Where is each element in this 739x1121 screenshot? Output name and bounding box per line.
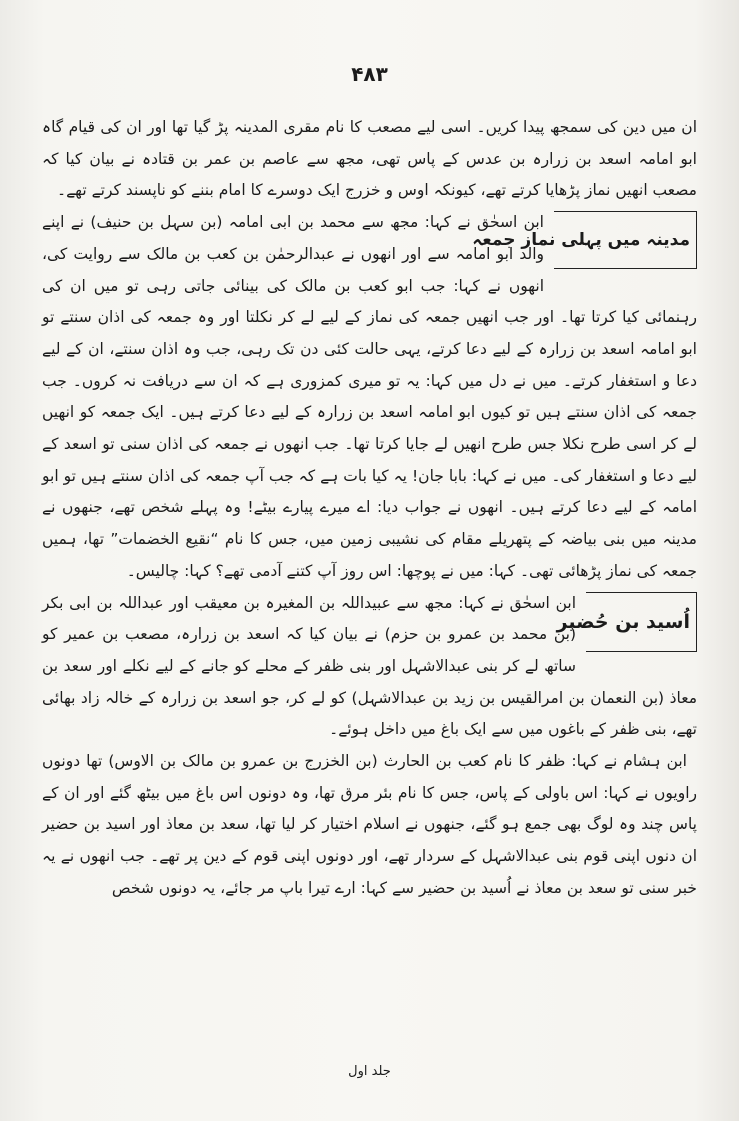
section-heading-first-jumuah: مدینہ میں پہلی نماز جمعہ — [554, 211, 697, 269]
section-heading-usaid: اُسید بن حُضیر — [586, 592, 697, 652]
paragraph-4: ابن ہشام نے کہا: ظفر کا نام کعب بن الحارث (بن الخزرج بن عمرو بن مالک بن الاوس) تھا دونوں راویوں نے کہا: اس باولی کے پاس، جس کا نام بئر مرق تھا، وہ دونوں اس باغ میں بیٹھ گئے اور ان کے پاس چند وہ لوگ بھی جمع ہو گئے، جنھوں نے اسلام اختیار کر لیا تھا، سعد بن معاذ اور اسید بن حضیر ان دنوں اپنی قوم بنی عبدالاشہل کے سردار تھے، اور دونوں اپنی قوم کے دین پر تھے۔ جب انھوں نے یہ خبر سنی تو سعد بن معاذ نے اُسید بن حضیر سے کہا: ارے تیرا باپ مر جائے، یہ دونوں شخص — [42, 752, 697, 897]
paragraph-3: ابن اسحٰق نے کہا: مجھ سے عبیداللہ بن المغیرہ بن معیقب اور عبداللہ بن ابی بکر (بن محمد بن عمرو بن حزم) نے بیان کیا کہ اسعد بن زرارہ، مصعب بن عمیر کو ساتھ لے کر بنی عبدالاشہل اور بنی ظفر کے محلے کو جانے کے لیے نکلے اور سعد بن معاذ (بن النعمان بن امرالقیس بن زید بن عبدالاشہل) کو لے کر، جو اسعد بن زرارہ کے خالہ زاد بھائی تھے، بنی ظفر کے باغوں میں سے ایک باغ میں داخل ہوئے۔ — [42, 593, 697, 739]
volume-footer: جلد اول — [348, 1064, 391, 1079]
paragraph-1: ان میں دین کی سمجھ پیدا کریں۔ اسی لیے مصعب کا نام مقری المدینہ پڑ گیا تھا اور ان کی قیام گاہ ابو امامہ اسعد بن زرارہ بن عدس کے پاس تھی، مجھ سے عاصم بن عمر بن قتادہ نے بیان کیا کہ مصعب انھیں نماز پڑھایا کرتے تھے، کیونکہ اوس و خزرج ایک دوسرے کا امام بننے کو ناپسند کرتے تھے۔ — [42, 118, 697, 200]
page-body — [42, 112, 697, 905]
page-number: ۴۸۳ — [351, 62, 388, 86]
paragraph-2: ابن اسحٰق نے کہا: مجھ سے محمد بن ابی امامہ (بن سہل بن حنیف) نے اپنے والد ابو امامہ سے اور انھوں نے عبدالرحمٰن بن کعب بن مالک سے روایت کی، انھوں نے کہا: جب ابو کعب بن مالک کی بینائی جاتی رہی تو میں ان کی رہنمائی کیا کرتا تھا۔ اور جب انھیں جمعہ کی نماز کے لیے لے کر نکلتا اور وہ جمعہ کی اذان سنتے تو ابو امامہ اسعد بن زرارہ کے لیے دعا کرتے، یہی حالت کئی دن تک رہی، جب وہ اذان سنتے، ان کے لیے دعا و استغفار کرتے۔ میں نے دل میں کہا: یہ تو میری کمزوری ہے کہ ان سے دریافت نہ کروں۔ جب جمعہ کی اذان سنتے ہیں تو کیوں ابو امامہ اسعد بن زرارہ کے لیے دعا کرتے ہیں۔ ایک جمعہ کو انھیں لے کر اسی طرح نکلا جس طرح انھیں لے جایا کرتا تھا۔ جب انھوں نے جمعہ کی اذان سنی تو اسعد کے لیے دعا و استغفار کی۔ میں نے کہا: بابا جان! یہ کیا بات ہے کہ جب آپ جمعہ کی اذان سنتے ہیں تو ابو امامہ کے لیے دعا کرتے ہیں۔ انھوں نے جواب دیا: اے میرے پیارے بیٹے! وہ پہلے شخص تھے، جنھوں نے مدینہ میں بنی بیاضہ کے پتھریلے مقام کی نشیبی زمین میں، جس کا نام “نقیع الخضمات” تھا، ہمیں جمعہ کی نماز پڑھائی تھی۔ کہا: میں نے پوچھا: اس روز آپ کتنے آدمی تھے؟ کہا: چالیس۔ — [42, 213, 697, 580]
